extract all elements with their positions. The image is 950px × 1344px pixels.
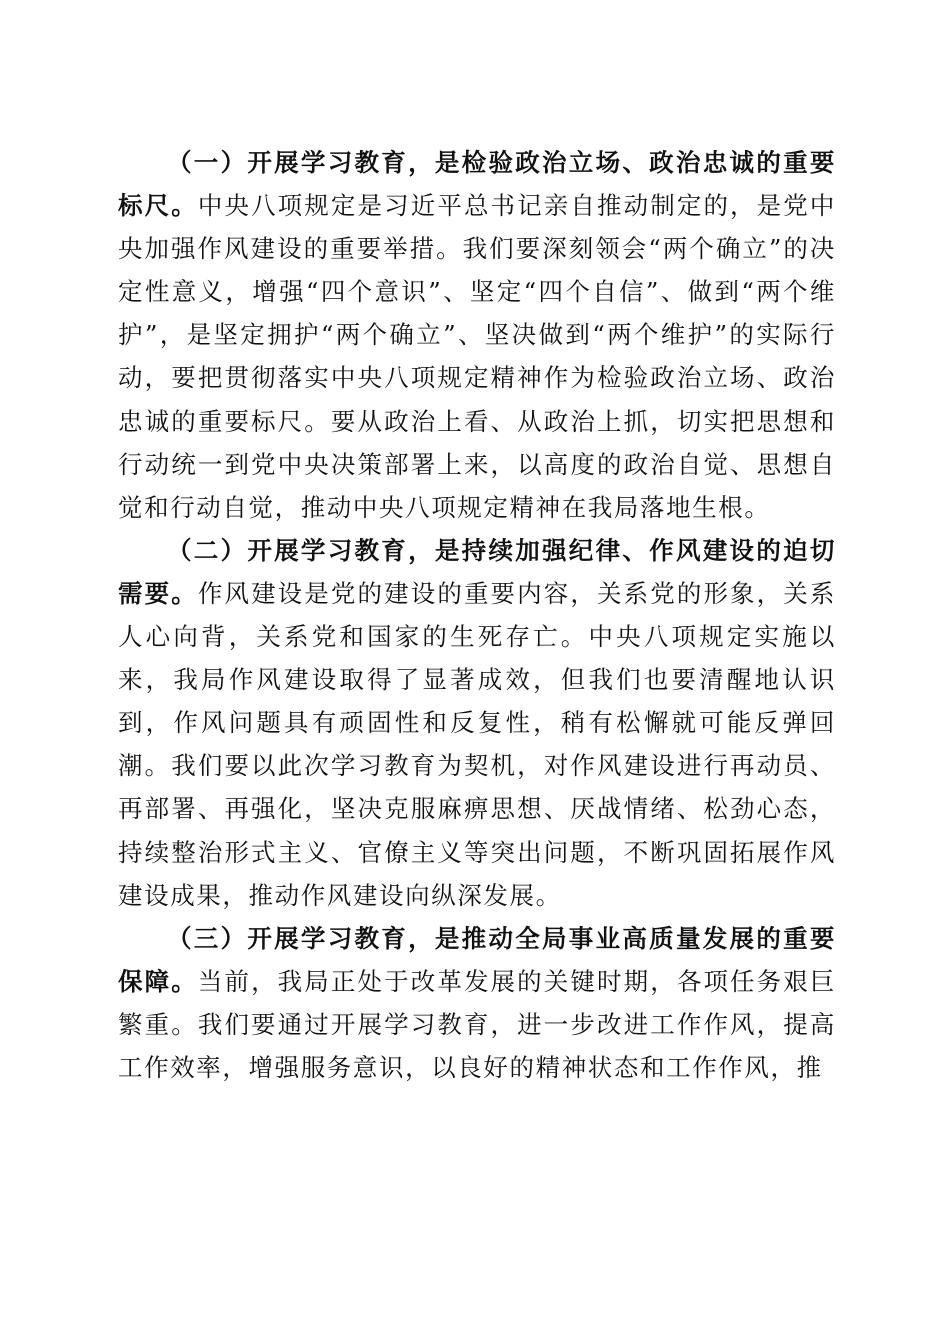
paragraph-2-body: 作风建设是党的建设的重要内容，关系党的形象，关系人心向背，关系党和国家的生死存亡。中央八项规定实施以来，我局作风建设取得了显著成效，但我们也要清醒地认识到，作风问题具有顽固性和反复性，稍有松懈就可能反弹回潮。我们要以此次学习教育为契机，对作风建设进行再动员、再部署、再强化，坚决克服麻痹思想、厌战情绪、松劲心态，持续整治形式主义、官僚主义等突出问题，不断巩固拓展作风建设成果，推动作风建设向纵深发展。	[118, 578, 836, 910]
paragraph-1	[118, 141, 836, 529]
paragraph-3	[118, 917, 836, 1089]
document-page	[118, 141, 836, 1089]
paragraph-3-body: 当前，我局正处于改革发展的关键时期，各项任务艰巨繁重。我们要通过开展学习教育，进一步改进工作作风，提高工作效率，增强服务意识，以良好的精神状态和工作作风，推	[118, 966, 836, 1082]
paragraph-3-heading: （三）开展学习教育，是推动全局事业高质量发展的重要保障。	[118, 923, 836, 996]
paragraph-2	[118, 529, 836, 917]
paragraph-1-body: 中央八项规定是习近平总书记亲自推动制定的，是党中央加强作风建设的重要举措。我们要深刻领会“两个确立”的决定性意义，增强“四个意识”、坚定“四个自信”、做到“两个维护”，是坚定拥护“两个确立”、坚决做到“两个维护”的实际行动，要把贯彻落实中央八项规定精神作为检验政治立场、政治忠诚的重要标尺。要从政治上看、从政治上抓，切实把思想和行动统一到党中央决策部署上来，以高度的政治自觉、思想自觉和行动自觉，推动中央八项规定精神在我局落地生根。	[118, 191, 836, 522]
paragraph-1-heading: （一）开展学习教育，是检验政治立场、政治忠诚的重要标尺。	[118, 148, 836, 221]
paragraph-2-heading: （二）开展学习教育，是持续加强纪律、作风建设的迫切需要。	[118, 535, 836, 608]
